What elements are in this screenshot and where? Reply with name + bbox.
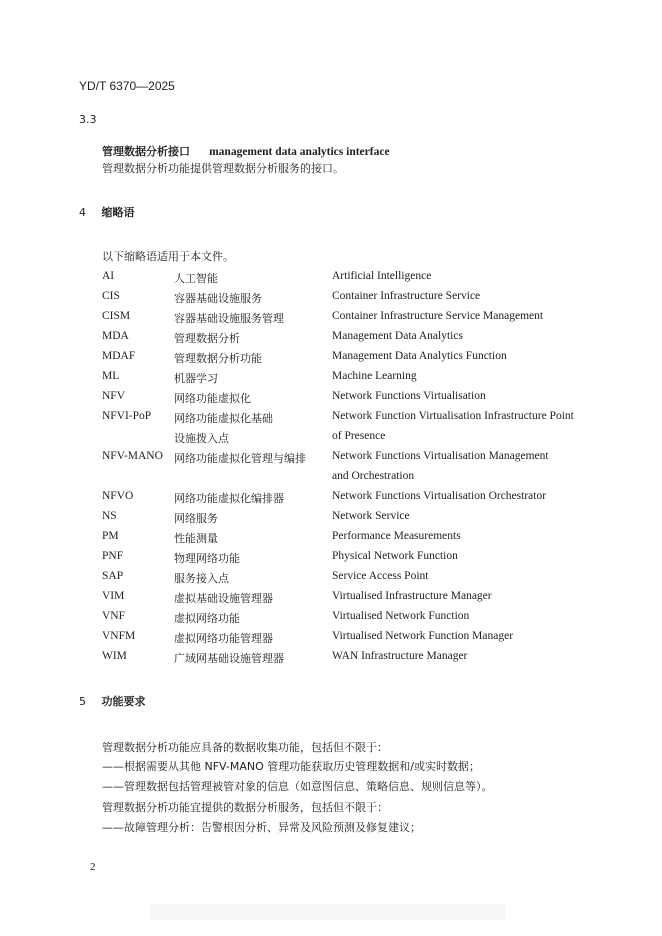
abbreviation-term: NFV-MANO [102, 450, 163, 462]
abbreviation-english: Virtualised Network Function Manager [332, 630, 514, 642]
section-5-paragraph: ——管理数据包括管理被管对象的信息（如意图信息、策略信息、规则信息等）。 [102, 780, 493, 793]
abbreviation-english-cont: of Presence [332, 430, 386, 442]
abbreviation-chinese: 广域网基础设施管理器 [174, 652, 284, 665]
term-definition: 管理数据分析功能提供管理数据分析服务的接口。 [102, 162, 344, 175]
section-4-number: 4 [79, 206, 86, 219]
abbreviation-chinese: 虚拟网络功能 [174, 612, 240, 625]
abbreviation-intro: 以下缩略语适用于本文件。 [102, 250, 234, 263]
abbreviation-term: NFV [102, 390, 126, 402]
abbreviation-english: Artificial Intelligence [332, 270, 432, 282]
term-heading [102, 140, 390, 159]
abbreviation-chinese: 网络服务 [174, 512, 218, 525]
abbreviation-chinese: 容器基础设施服务 [174, 292, 262, 305]
abbreviation-english: Virtualised Network Function [332, 610, 470, 622]
term-chinese: 管理数据分析接口 [102, 145, 190, 158]
abbreviation-chinese: 网络功能虚拟化管理与编排 [174, 452, 306, 465]
abbreviation-term: SAP [102, 570, 124, 582]
abbreviation-english: Container Infrastructure Service [332, 290, 481, 302]
abbreviation-chinese: 虚拟网络功能管理器 [174, 632, 273, 645]
section-5-heading [79, 693, 146, 709]
abbreviation-term: VNFM [102, 630, 136, 642]
document-id: YD/T 6370—2025 [79, 79, 175, 93]
footer-band [150, 904, 505, 920]
abbreviation-chinese: 网络功能虚拟化基础 [174, 412, 273, 425]
abbreviation-term: CISM [102, 310, 131, 322]
abbreviation-chinese: 网络功能虚拟化编排器 [174, 492, 284, 505]
section-5-paragraph: 管理数据分析功能应具备的数据收集功能，包括但不限于： [102, 741, 388, 754]
abbreviation-chinese: 机器学习 [174, 372, 218, 385]
abbreviation-chinese: 容器基础设施服务管理 [174, 312, 284, 325]
term-english: management data analytics interface [209, 146, 390, 158]
abbreviation-term: MDA [102, 330, 129, 342]
section-5-number: 5 [79, 695, 86, 708]
abbreviation-term: WIM [102, 650, 127, 662]
abbreviation-english: Network Functions Virtualisation Management [332, 450, 549, 462]
abbreviation-english: Container Infrastructure Service Management [332, 310, 544, 322]
abbreviation-english: Management Data Analytics Function [332, 350, 507, 362]
abbreviation-english: Management Data Analytics [332, 330, 463, 342]
section-3-3-number: 3.3 [79, 113, 97, 126]
abbreviation-chinese: 物理网络功能 [174, 552, 240, 565]
section-4-title: 缩略语 [101, 206, 135, 219]
abbreviation-term: PNF [102, 550, 124, 562]
abbreviation-term: PM [102, 530, 119, 542]
abbreviation-chinese: 服务接入点 [174, 572, 229, 585]
abbreviation-chinese: 性能测量 [174, 532, 218, 545]
abbreviation-term: VNF [102, 610, 126, 622]
abbreviation-chinese: 管理数据分析 [174, 332, 240, 345]
abbreviation-english: WAN Infrastructure Manager [332, 650, 468, 662]
abbreviation-term: NS [102, 510, 117, 522]
abbreviation-chinese: 人工智能 [174, 272, 218, 285]
abbreviation-english: Network Function Virtualisation Infrastructure Point [332, 410, 574, 422]
section-5-paragraph: 管理数据分析功能宜提供的数据分析服务，包括但不限于： [102, 801, 388, 814]
abbreviation-english: Network Functions Virtualisation [332, 390, 486, 402]
section-4-heading [79, 204, 135, 220]
abbreviation-chinese: 管理数据分析功能 [174, 352, 262, 365]
abbreviation-term: NFVI-PoP [102, 410, 152, 422]
page-number: 2 [90, 861, 96, 873]
abbreviation-term: MDAF [102, 350, 136, 362]
abbreviation-term: NFVO [102, 490, 134, 502]
abbreviation-chinese-cont: 设施拨入点 [174, 432, 229, 445]
section-5-title: 功能要求 [101, 695, 146, 708]
abbreviation-term: AI [102, 270, 115, 282]
abbreviation-term: ML [102, 370, 120, 382]
abbreviation-english: Machine Learning [332, 370, 417, 382]
abbreviation-chinese: 虚拟基础设施管理器 [174, 592, 273, 605]
abbreviation-english-cont: and Orchestration [332, 470, 415, 482]
abbreviation-english: Virtualised Infrastructure Manager [332, 590, 492, 602]
abbreviation-english: Physical Network Function [332, 550, 458, 562]
section-5-paragraph: ——故障管理分析：告警根因分析、异常及风险预测及修复建议； [102, 821, 421, 834]
abbreviation-english: Performance Measurements [332, 530, 461, 542]
abbreviation-chinese: 网络功能虚拟化 [174, 392, 251, 405]
abbreviation-english: Service Access Point [332, 570, 429, 582]
abbreviation-term: VIM [102, 590, 125, 602]
abbreviation-english: Network Functions Virtualisation Orchestrator [332, 490, 547, 502]
abbreviation-term: CIS [102, 290, 120, 302]
abbreviation-english: Network Service [332, 510, 410, 522]
section-5-paragraph: ——根据需要从其他 NFV-MANO 管理功能获取历史管理数据和/或实时数据； [102, 760, 481, 773]
